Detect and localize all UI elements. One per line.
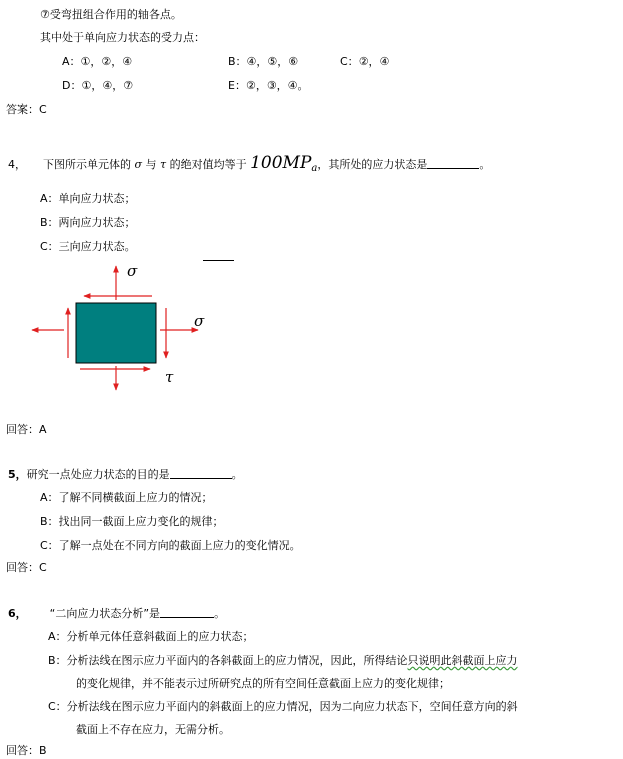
q5-option-b: B：找出同一截面上应力变化的规律； [40, 515, 224, 528]
item-7-text: ⑦受弯扭组合作用的轴各点。 [40, 8, 182, 21]
underlined-text: 只说明此斜截面上应力 [407, 654, 518, 667]
question-number: 4， [8, 158, 26, 171]
sigma-symbol: σ [134, 158, 143, 171]
option-label: E： [228, 79, 246, 92]
q6-option-c: C：分析法线在图示应力平面内的斜截面上的应力情况，因为二向应力状态下，空间任意方向的斜 [48, 700, 518, 713]
answer-q4: 回答：A [6, 423, 47, 436]
q6-option-a: A：分析单元体任意斜截面上的应力状态； [48, 630, 254, 643]
q6-option-b [48, 654, 518, 668]
stress-element-block [76, 303, 156, 363]
option-text: B：分析法线在图示应力平面内的各斜截面上的应力情况，因此，所得结论 [48, 654, 408, 667]
question-end: 。 [231, 468, 243, 481]
sigma-top-label: σ [127, 262, 138, 280]
option-c [340, 55, 389, 69]
option-value: ②，③，④。 [245, 79, 309, 92]
question-text: 研究一点处应力状态的目的是 [26, 468, 170, 481]
question-4 [8, 153, 491, 176]
option-d [62, 79, 133, 93]
q6-option-c-line2: 截面上不存在应力，无需分析。 [76, 723, 230, 736]
answer-prev: 答案：C [6, 103, 47, 116]
answer-blank [170, 467, 232, 479]
option-e [228, 79, 309, 93]
option-label: B： [228, 55, 247, 68]
stress-element-figure [20, 258, 220, 398]
option-label: C： [340, 55, 359, 68]
question-5 [8, 467, 243, 482]
question-number: 5， [8, 468, 27, 481]
option-label: A： [62, 55, 81, 68]
option-label: D： [62, 79, 82, 92]
question-text: ，其所处的应力状态是 [317, 158, 428, 171]
option-value: ①，④，⑦ [81, 79, 134, 92]
question-text: 其中处于单向应力状态的受力点： [40, 31, 205, 44]
q5-option-a: A：了解不同横截面上应力的情况； [40, 491, 213, 504]
answer-q5: 回答：C [6, 561, 47, 574]
question-text: 的绝对值均等于 [169, 158, 247, 171]
q4-option-a: A：单向应力状态； [40, 192, 136, 205]
option-value: ②，④ [358, 55, 390, 68]
option-b [228, 55, 298, 69]
q6-option-b-line2: 的变化规律，并不能表示过所研究点的所有空间任意截面上应力的变化规律； [76, 677, 450, 690]
tau-label: τ [165, 368, 174, 386]
option-a [62, 55, 132, 69]
sigma-right-label: σ [194, 312, 205, 330]
q4-option-c: C：三向应力状态。 [40, 240, 136, 253]
answer-blank [427, 157, 479, 169]
option-value: ④，⑤，⑥ [246, 55, 299, 68]
question-number: 6， [8, 607, 27, 620]
question-text: 下图所示单元体的 [43, 158, 131, 171]
question-end: 。 [214, 607, 226, 620]
stress-value: 100MPa [250, 153, 318, 174]
q5-option-c: C：了解一点处在不同方向的截面上应力的变化情况。 [40, 539, 301, 552]
question-end: 。 [479, 158, 491, 171]
question-text: 与 [145, 158, 157, 171]
option-value: ①，②，④ [80, 55, 133, 68]
answer-q6: 回答：B [6, 744, 47, 757]
answer-blank [160, 606, 214, 618]
question-text: “二向应力状态分析”是 [49, 607, 161, 620]
q4-option-b: B：两向应力状态； [40, 216, 136, 229]
tau-symbol: τ [160, 158, 167, 171]
question-6 [8, 606, 225, 621]
